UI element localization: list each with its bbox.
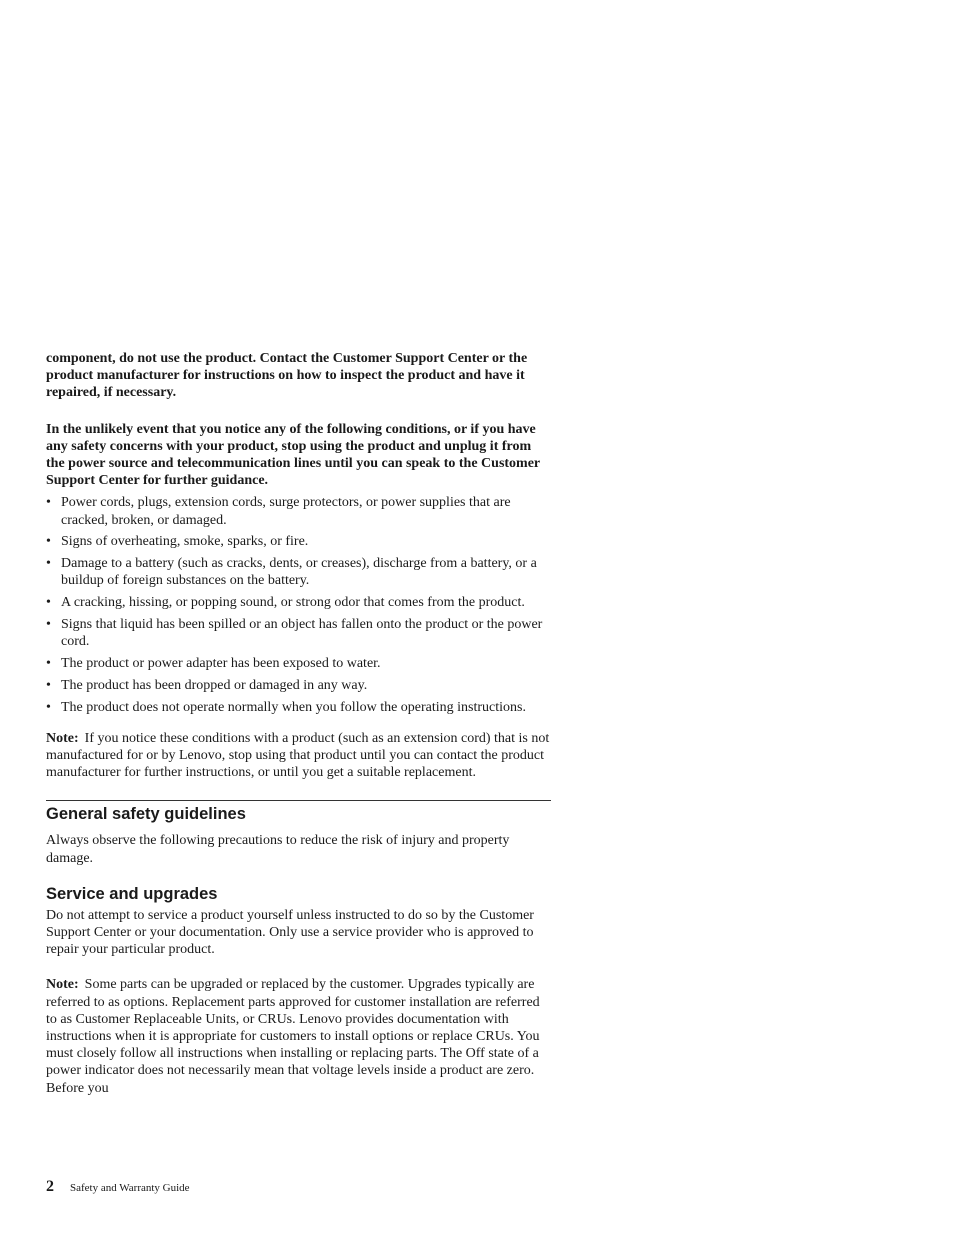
list-item [46,655,552,672]
service-upgrades-text: Do not attempt to service a product yourself unless instructed to do so by the Customer Support Center or your documentation. Only use a service provider who is approved to repair your particular product. [46,907,534,958]
section-heading-general-safety: General safety guidelines [46,805,246,824]
bullet-icon: • [46,495,51,511]
list-item [46,699,552,716]
list-item-text: A cracking, hissing, or popping sound, or strong odor that comes from the product. [61,595,525,611]
list-item-text: The product has been dropped or damaged in any way. [61,677,368,693]
bullet-icon: • [46,699,51,715]
list-item-text: Damage to a battery (such as cracks, dents, or creases), discharge from a battery, or a buildup of foreign substances on the battery. [61,556,537,589]
document-title: Safety and Warranty Guide [70,1182,190,1194]
list-item-text: Signs of overheating, smoke, sparks, or fire. [61,534,309,550]
conditions-list [46,494,552,715]
list-item-text: Power cords, plugs, extension cords, surge protectors, or power supplies that are cracked, broken, or damaged. [61,495,511,528]
list-item-text: The product or power adapter has been exposed to water. [61,656,381,672]
note-label: Note: [46,730,79,746]
note-label: Note: [46,977,79,993]
list-item [46,533,552,550]
page-number: 2 [46,1178,54,1195]
note-text: Some parts can be upgraded or replaced by the customer. Upgrades typically are referred to as options. Replacement parts approved for customer installation are referred to as Customer Replaceable Units, or CRUs. Lenovo provides documentation with instructions when it is appropriate for customers to install options or replace CRUs. You must closely follow all instructions when installing or replacing parts. The Off state of a power indicator does not necessarily mean that voltage levels inside a product are zero. Before you [46,977,540,1096]
list-item [46,677,552,694]
bullet-icon: • [46,656,51,672]
bullet-icon: • [46,556,51,572]
list-item [46,616,552,650]
page-footer [46,1178,190,1196]
bullet-icon: • [46,534,51,550]
bullet-icon: • [46,677,51,693]
bullet-icon: • [46,617,51,633]
section-heading-service-upgrades: Service and upgrades [46,884,218,903]
list-item-text: The product does not operate normally when you follow the operating instructions. [61,699,527,715]
list-item [46,555,552,589]
note-paragraph [46,730,552,782]
page-content [46,350,552,1097]
list-item [46,594,552,611]
list-item [46,494,552,528]
list-item-text: Signs that liquid has been spilled or an object has fallen onto the product or the power cord. [61,617,543,650]
warning-continuation: component, do not use the product. Contact the Customer Support Center or the product manufacturer for instructions on how to inspect the product and have it repaired, if necessary. [46,351,528,401]
note-text: If you notice these conditions with a product (such as an extension cord) that is not manufactured for or by Lenovo, stop using that product until you can contact the product manufacturer for further instructions, or until you get a suitable replacement. [46,730,550,781]
note-paragraph [46,976,552,1096]
section-divider [46,800,551,801]
bullet-icon: • [46,595,51,611]
warning-intro: In the unlikely event that you notice any of the following conditions, or if you have any safety concerns with your product, stop using the product and unplug it from the power source and telecommunication lines until you can speak to the Customer Support Center for further guidance. [46,421,540,489]
general-safety-text: Always observe the following precautions to reduce the risk of injury and property damage. [46,833,510,866]
